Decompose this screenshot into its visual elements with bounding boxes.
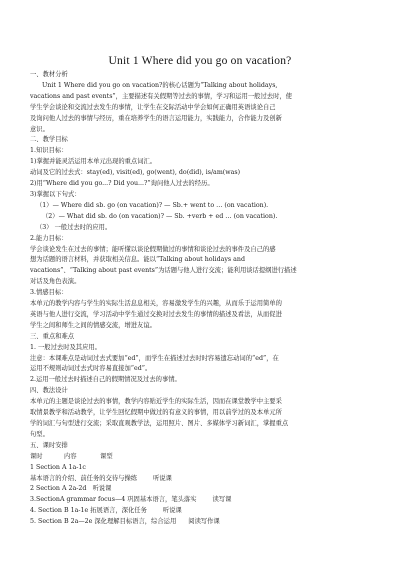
header-content: 内容	[64, 452, 77, 460]
schedule-row-type: 听说课	[153, 474, 172, 482]
paragraph-line: 学会谈论发生在过去的事情；能听懂以谈论假期做过的事情和谈论过去的事件及自己的感	[30, 245, 276, 253]
sentence-pattern: （3） 一般过去时的应用。	[36, 223, 112, 231]
list-item: 2.运用一般过去时描述自己的假期情况及过去的事情。	[30, 376, 181, 384]
sentence-pattern: （1）— Where did sb. go (on vacation)? — Sb.+ went to … (on vacation).	[36, 201, 269, 209]
schedule-row-content: 2 Section A 2a-2d	[30, 485, 87, 493]
header-period: 课时	[30, 452, 43, 460]
schedule-row-type: 阅读写作课	[188, 518, 220, 526]
schedule-row	[30, 517, 372, 528]
schedule-row	[30, 474, 372, 485]
paragraph-line: 句型。	[30, 430, 49, 438]
schedule-table	[30, 452, 372, 528]
schedule-row-type: 听说课	[92, 485, 112, 493]
schedule-row-content: 基本语言的介绍、前任务的交待与操练	[30, 474, 138, 482]
schedule-row	[30, 463, 372, 474]
schedule-row-type: 听说课	[162, 507, 182, 515]
paragraph-line: 注意：本课难点是动词过去式要加“ed”，而学生在描述过去时时容易遗忘动词的“ed”，在	[30, 354, 279, 362]
paragraph-line: 本单元的主题是谈论过去的事情，教学内容贴近学生的实际生活，因而在课堂教学中主要采	[30, 398, 282, 406]
paragraph-line: 运用不规则动词过去式时容易直接加“ed”。	[30, 365, 152, 373]
section-heading-schedule: 五、课时安排	[30, 441, 68, 449]
section-heading-analysis: 一、教材分析	[30, 71, 68, 78]
paragraph-line: Unit 1 Where did you go on vacation?的核心话题为“Talking about holidays,	[42, 81, 278, 89]
schedule-row	[30, 495, 372, 506]
schedule-row-content: 3.SectionA grammar focus—4 巩固基本语言，笔头落实	[30, 496, 197, 504]
list-item: 2)用“Where did you go...? Did you...?”询问他人过去的经历。	[30, 180, 214, 188]
paragraph-line: 本单元的教学内容与学生的实际生活息息相关，容易激发学生的兴趣，从而乐于运用简单的	[30, 300, 282, 308]
paragraph-line: 学的词汇与句型进行交流；采取直观教学法，运用照片、图片、多媒体学习新词汇，掌握重点	[30, 420, 289, 427]
subheading-knowledge: 1.知识目标：	[30, 147, 68, 155]
paragraph-line: 取情景教学和活动教学，让学生回忆假期中做过的有意义的事情，用以前学过的及本单元所	[30, 409, 282, 417]
subheading-emotion: 3.情感目标：	[30, 289, 68, 297]
paragraph-line: 英语与他人进行交流，学习活动中学生通过交换对过去发生的事情的描述及看法，从而促进	[30, 310, 282, 318]
schedule-row-type: 读写课	[212, 496, 232, 504]
paragraph-line: vacations and past events”，主要描述有关假期等过去的事情，学习和运用一般过去时，使	[30, 92, 292, 100]
paragraph-line: 学生学会谈论和交流过去发生的事情，让学生在交际活动中学会如何正确用英语谈论自己	[30, 103, 276, 111]
paragraph-line: 及询问他人过去的事情与经历，重在培养学生的语言运用能力，实践能力，合作能力及创新	[30, 114, 282, 122]
paragraph-line: 想为话题的语言材料，并获取相关信息。能以“Talking about holidays and	[30, 256, 246, 264]
schedule-row-content: 1 Section A 1a-1c	[30, 463, 86, 471]
page-title: Unit 1 Where did you go on vacation?	[108, 55, 292, 67]
schedule-row-content: 4. Section B 1a-1e 拓展语言，深化任务	[30, 507, 147, 515]
list-item: 1. 一般过去时及其应用。	[30, 343, 101, 351]
list-item: 3)掌握以下句式：	[30, 190, 81, 198]
sentence-pattern: （2）— What did sb. do (on vacation)? — Sb. +verb + ed … (on vacation).	[42, 212, 278, 220]
paragraph-line: vacations”、“Talking about past events”为话题与他人进行交流；能利用谈话提纲进行描述	[30, 267, 297, 275]
paragraph-line: 意识。	[30, 125, 49, 133]
paragraph-line: 学生之间和师生之间的情感交流，增进友谊。	[30, 321, 156, 329]
schedule-header	[30, 452, 372, 463]
header-type: 课型	[100, 452, 113, 460]
section-heading-methods: 四、教法设计	[30, 387, 68, 395]
schedule-row	[30, 506, 372, 517]
schedule-row-content: 5. Section B 2a—2e 深化理解目标语言，综合运用	[30, 518, 177, 526]
subheading-ability: 2.能力目标：	[30, 234, 68, 242]
list-item: 1)掌握并能灵活运用本单元出现的重点词汇。	[30, 158, 157, 166]
section-heading-key-points: 三、重点和难点	[30, 332, 75, 340]
list-item: 动词及它的过去式：stay(ed), visit(ed), go(went), do(did), is/am(was)	[30, 169, 241, 177]
paragraph-line: 对话及角色表演。	[30, 278, 81, 286]
section-heading-objectives: 二、教学目标	[30, 136, 68, 144]
schedule-row	[30, 484, 372, 495]
document-body	[30, 70, 372, 528]
